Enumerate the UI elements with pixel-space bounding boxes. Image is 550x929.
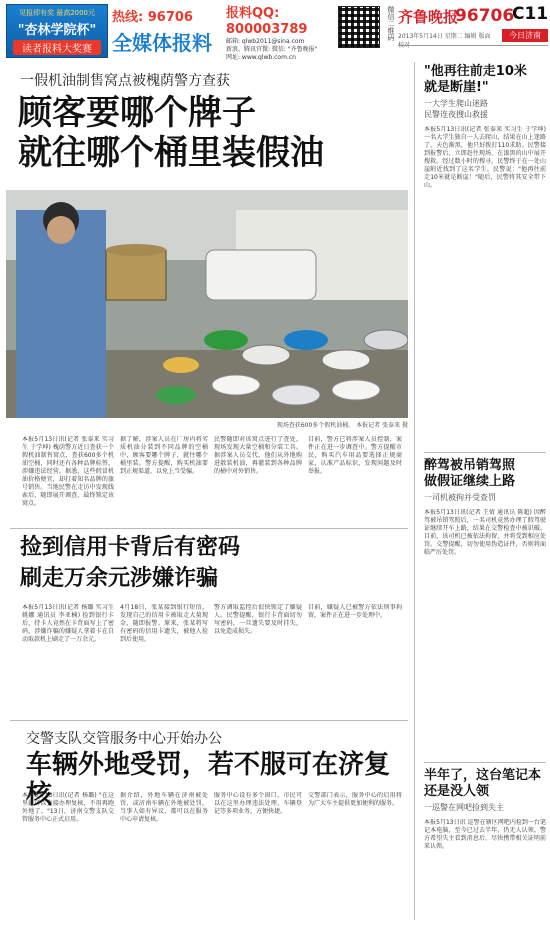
contact-title: 报料QQ: 800003789 (226, 6, 308, 37)
story1-body-col1: 本报5月13日讯(记者 张泰来 实习生 于学坤) 槐荫警方近日查获一个假机油制售窝点，查获600多个机油空桶，同时还有各种品牌标签，涉嫌违法经营。据悉，这些假冒机油价格便宜，却打着知名品牌的旗号销售。当地民警在走访中发现线索后，随即展开调查，最终锁定该窝点。 (22, 436, 114, 507)
right-story2[interactable] (424, 458, 546, 769)
contact-line: 网址: www.qlwb.com.cn (226, 54, 296, 61)
story2-headline[interactable] (20, 532, 400, 594)
story1-photo[interactable] (6, 190, 408, 418)
media-label: 全媒体报料 (112, 31, 212, 55)
photo-illustration (6, 190, 408, 418)
ad-top-text: 见报即有奖 最高2000元 (18, 9, 96, 17)
story3-body-col2: 据介绍，外地车辆在济南被处罚，或济南车辆在外地被处罚，当事人如有异议，都可以在服务中心申请复核。 (120, 792, 208, 823)
newspaper-logo: 齐鲁晚报 (398, 8, 459, 26)
column-divider (414, 62, 415, 920)
headline-line: 就往哪个桶里装假油 (18, 133, 324, 173)
story1-headline[interactable] (18, 93, 378, 173)
right3-title-line: 还是没人领 (424, 784, 490, 799)
story2-body-col3: 警方调取监控后很快锁定了嫌疑人。民警提醒，银行卡背面切勿写密码，一旦遗失要及时挂失，以免造成损失。 (214, 604, 302, 635)
story2-body-col2: 4月18日，张某接到银行短信，发现自己的信用卡被取走大量现金，随即报警。原来，张某将写有密码的信用卡遗失，被他人捡到后使用。 (120, 604, 208, 643)
right1-subtitle: 民警连夜搜山救援 (424, 110, 488, 119)
story3-body-col4: 交警部门表示，服务中心的启用将为广大车主提供更加便利的服务。 (308, 792, 402, 807)
right-story3[interactable] (424, 768, 546, 929)
story1-body-col2: 据了解，涉案人员在厂房内将劣质机油分装到不同品牌的空桶中，顾客要哪个牌子，就往哪个桶里装。警方提醒，购买机油要到正规渠道，以免上当受骗。 (120, 436, 208, 475)
section-divider (424, 452, 546, 453)
section-divider (10, 720, 408, 721)
page-number: C11 (512, 4, 549, 24)
story2-body-col1: 本报5月13日讯(记者 杨璐 实习生 姚娜 通讯员 李亚楠) 捡到银行卡后，持卡人竟然在卡背面写上了密码，涉嫌诈骗的嫌疑人拿着卡在自动取款机上刷走了一万余元。 (22, 604, 114, 643)
right3-body: 本报5月13日讯 巡警在辖区网吧内捡到一台笔记本电脑，至今已过去半年，仍无人认领。警方希望失主看到消息后，尽快携带相关证明前来认领。 (424, 819, 546, 850)
contest-ad-banner[interactable] (6, 4, 108, 58)
headline-line: 捡到信用卡背后有密码 (20, 535, 241, 560)
qr-code-icon[interactable] (338, 6, 380, 48)
hotline-label: 热线: 96706 (112, 10, 193, 25)
right3-subtitle: 一巡警在网吧捡到失主 (424, 803, 504, 812)
headline-line: 刷走万余元涉嫌诈骗 (20, 566, 219, 591)
right2-title-line: 做假证继续上路 (424, 474, 516, 489)
right1-subtitle: 一大学生爬山迷路 (424, 99, 488, 108)
right2-subtitle: 一司机被拘并受查罚 (424, 493, 496, 502)
brand-hotline: 96706 (455, 6, 515, 26)
right2-body: 本报5月13日讯(记者 王倩 通讯员 陈超) 因醉驾被吊销驾照后，一名司机竟然办理了假驾驶证继续开车上路，结果在交警检查中被识破。目前，该司机已被依法拘留，并将受到相应处罚。交警提醒，切勿使用伪造证件，否则将面临严厉处罚。 (424, 509, 546, 556)
headline-line: 顾客要哪个牌子 (18, 93, 256, 133)
right2-title-line: 醉驾被吊销驾照 (424, 458, 516, 473)
contact-block (226, 6, 334, 61)
story2-body-col4: 目前，嫌疑人已被警方依法刑事拘留，案件正在进一步处理中。 (308, 604, 402, 619)
ad-subtitle: 读者报料大奖赛 (13, 40, 101, 55)
right3-title-line: 半年了，这台笔记本 (424, 768, 542, 783)
dateline: 2013年5月14日 星期二 编辑 版面 (398, 33, 491, 40)
section-divider (424, 762, 546, 763)
right1-title-line: 就是断崖!" (424, 80, 489, 95)
right1-title-line: "他再往前走10米 (424, 64, 527, 79)
story3-body-col3: 服务中心设有多个窗口，市民可以在这里办理违法处理、车辆登记等多项业务，方便快捷。 (214, 792, 302, 815)
section-tag: 今日济南 (502, 29, 548, 42)
story3-headline[interactable]: 车辆外地受罚，若不服可在济复核 (26, 750, 391, 810)
story3-body-col1: 本报5月13日讯(记者 杨璐) "在这里就可以直接办理复核，不用再跑外地了。"13日，济南交警支队交管服务中心正式启用。 (22, 792, 114, 823)
right1-body: 本报5月13日讯(记者 张泰来 实习生 于学坤) 一名大学生独自一人去爬山，结果在山上迷路了。天色渐黑，他只好拨打110求助。民警接到报警后，立即赶往现场，在漆黑的山中展开搜救。经过数小时的搜寻，民警终于在一处山崖附近找到了这名学生。民警说："他再往前走10米就是断崖！"随后，民警将其安全带下山。 (424, 126, 546, 189)
masthead (0, 0, 550, 62)
story1-body-col3: 民警随即对该窝点进行了查处，现场发现大量空桶和分装工具。据涉案人员交代，他们从外地购进散装机油，再灌装到各种品牌的桶中对外销售。 (214, 436, 302, 475)
right-story1[interactable] (424, 64, 546, 426)
story3-kicker: 交警支队交管服务中心开始办公 (26, 731, 222, 747)
story1-body-col4: 目前，警方已将涉案人员控制，案件正在进一步调查中。警方提醒市民，购买汽车用品要选择正规商家，认准产品标识，发现问题及时举报。 (308, 436, 402, 475)
section-divider (10, 528, 408, 529)
wechat-label: 微信二维码 (387, 6, 395, 41)
story1-kicker: 一假机油制售窝点被槐荫警方查获 (20, 73, 230, 89)
ad-title: "杏林学院杯" (17, 23, 97, 38)
contact-line: 邮箱: qlwb2011@sina.com (226, 38, 305, 45)
header-divider (398, 45, 548, 46)
hotline-block (112, 6, 222, 56)
contact-line: 新浪、腾讯官微: 微信: "齐鲁晚报" (226, 46, 318, 53)
photo-caption: 现场查获600多个假机油桶。 本报记者 张泰来 摄 (276, 422, 408, 429)
